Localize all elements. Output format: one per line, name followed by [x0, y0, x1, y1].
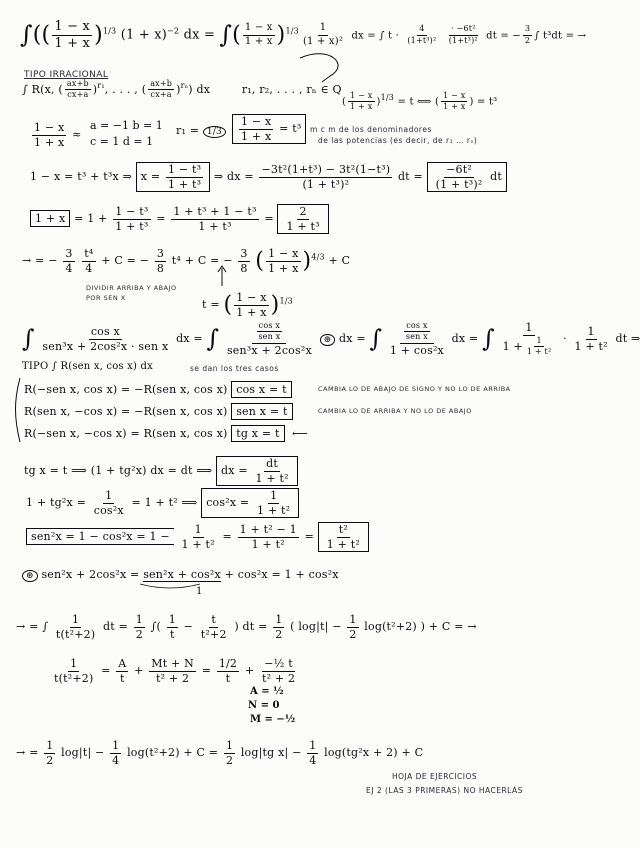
- tg1-num: dt: [266, 457, 279, 470]
- pf-t: t: [120, 671, 125, 685]
- mcm-note-2: de las potencias (es decir, de r₁ … rₙ): [318, 136, 478, 145]
- step1-dx-num: −3t²(1+t³) − 3t²(1−t³): [261, 163, 391, 176]
- gen-n1: ax+b: [65, 80, 91, 90]
- sub-den2: 1 + x: [443, 102, 466, 112]
- tg2-bd: 1 + t²: [257, 503, 291, 517]
- coef-den: 1 + x: [34, 135, 65, 149]
- step3-f4n: 3: [240, 247, 248, 260]
- l1-exp2: −2: [167, 26, 180, 36]
- star-line-under: 1: [196, 586, 203, 597]
- step3-f4d: 8: [240, 261, 248, 275]
- sub-eq: = t ⟺: [397, 96, 435, 108]
- l1-rhs4: dt = −: [486, 30, 521, 42]
- fi-dt: dt =: [103, 620, 129, 634]
- brace-cases: [16, 378, 21, 442]
- gen-rn: rₙ: [180, 81, 189, 91]
- tg3-n3: t²: [338, 523, 348, 536]
- step3-mid: + C = −: [101, 254, 150, 268]
- trig-i1-num: cos x: [90, 325, 120, 339]
- coef-c-d: c = 1 d = 1: [90, 135, 154, 148]
- step3-mid2: t⁴ + C = −: [171, 254, 233, 268]
- pf-t2: t² + 2: [156, 671, 190, 685]
- gen-cond: r₁, r₂, . . . , rₙ ∈ Q: [241, 82, 342, 96]
- case-3-sub: tg x = t: [231, 425, 284, 442]
- case-2: [24, 403, 293, 420]
- l1-mid: (1 + x): [120, 27, 168, 43]
- fi-start: → = ∫: [16, 620, 49, 634]
- trig-i5-num: 1: [587, 325, 595, 339]
- star-line-brace: sen²x + cos²x: [143, 568, 221, 581]
- trig-i4-num: 1: [525, 321, 533, 334]
- val-n: N = 0: [248, 700, 280, 711]
- step2-n3: 2: [299, 205, 307, 218]
- sub-tail: = t³: [476, 96, 498, 108]
- trig-i2-den-top: sen³x + 2cos²x: [226, 343, 312, 357]
- step1-x-eq: x =: [140, 170, 161, 184]
- step2-eq2: =: [156, 212, 166, 226]
- tg3-lhs: sen²x = 1 − cos²x = 1 −: [26, 528, 174, 545]
- step3-f3d: 8: [156, 261, 165, 275]
- step1-dt: dt =: [397, 170, 423, 184]
- trig-i2-num-top: cos x: [257, 322, 282, 332]
- final-h2n: 1: [225, 739, 234, 752]
- tg1-lhs: tg x = t ⟹ (1 + tg²x) dx = dt ⟹: [24, 464, 213, 478]
- sub-num: 1 − x: [348, 92, 374, 102]
- coef-boxed-sub: [232, 114, 306, 144]
- step3-f2d: 4: [85, 261, 93, 275]
- tipo-irracional-label: TIPO IRRACIONAL: [24, 70, 109, 80]
- frac-int-line: [16, 614, 477, 640]
- pf-r-n: 1/2: [218, 657, 238, 670]
- l1-dx: dx =: [183, 27, 216, 43]
- pf-s-n: −½ t: [264, 657, 293, 670]
- tg3-line: [26, 522, 369, 552]
- val-m: M = −½: [250, 714, 296, 725]
- fi-minus: −: [183, 620, 194, 634]
- gen-r1: r₁: [97, 81, 105, 91]
- trig-i3-num-bot: sen x: [405, 332, 428, 342]
- footer-hoja: HOJA DE EJERCICIOS: [392, 772, 478, 781]
- pf-plus: +: [134, 664, 144, 678]
- trig-i4-den-d: 1 + t²: [526, 346, 552, 356]
- step3-pexp: 4/3: [311, 252, 325, 262]
- pf-d: t(t²+2): [54, 671, 94, 685]
- final-h1d: 2: [46, 753, 54, 767]
- l1-rhs1-den: 1 + x: [244, 35, 273, 47]
- star-line-rest: + cos²x = 1 + cos²x: [224, 568, 339, 581]
- general-form-line: ∫ R(x, ( $\frac{ax+b}{cx+a}$ )$^{r_1}$, . . . , ( $\frac{ax+b}{cx+a}$ )$^{r_n}$) dx r₁, r₂, . . . , rₙ ∈ Q: [22, 79, 342, 100]
- fi-a-d: t: [170, 627, 175, 641]
- step3-end: + C: [328, 254, 351, 268]
- tg2-box: cos²x =: [206, 496, 250, 510]
- l1-rhs3-num: · −6t²: [449, 25, 478, 35]
- tg3-d3: 1 + t²: [326, 537, 360, 551]
- case-1-note: CAMBIA LO DE ABAJO DE SIGNO Y NO LO DE ARRIBA: [318, 385, 511, 393]
- step3-start: → = −: [22, 254, 58, 268]
- step3-pd: 1 + x: [268, 261, 299, 275]
- gen-n2: ax+b: [148, 80, 174, 90]
- tg3-eq2: =: [304, 530, 314, 544]
- l1-exp1: 1/3: [102, 26, 117, 36]
- case-2-note: CAMBIA LO DE ARRIBA Y NO LO DE ABAJO: [318, 407, 472, 415]
- tg1-line: [24, 456, 298, 486]
- l1-rhs4-num: 3: [523, 25, 532, 35]
- tg2-bn: 1: [270, 489, 278, 502]
- tg2-mid: = 1 + t² ⟹: [131, 496, 198, 510]
- tg2-lhs: 1 + tg²x =: [26, 496, 86, 510]
- case-3-arrow: ⟵: [288, 427, 308, 440]
- fi-half-d: 2: [135, 627, 143, 641]
- fi-log2: log(t²+2) ) + C = →: [364, 620, 477, 634]
- tg3-n1: 1: [194, 523, 202, 536]
- pf-plus2: +: [244, 664, 255, 678]
- final-log1: log|t| −: [61, 746, 105, 760]
- tg2-d: cos²x: [93, 503, 124, 517]
- tg1-den: 1 + t²: [255, 471, 289, 485]
- por-senx-note: POR SEN X: [86, 294, 126, 302]
- tdef-lhs: t =: [202, 298, 220, 312]
- coef-box-eq: = t³: [279, 122, 302, 136]
- step3-f1d: 4: [65, 261, 73, 275]
- final-q1n: 1: [112, 739, 120, 752]
- coef-fraction: [30, 122, 82, 148]
- tg2-line: [26, 488, 299, 518]
- tres-casos-note: se dan los tres casos: [190, 364, 279, 373]
- pf-n: 1: [70, 657, 78, 670]
- final-start: → =: [16, 746, 39, 760]
- integral-line-1: ∫(( $\frac{1 - x}{1 + x}$ )$^{1/3}$ $(1 + x)^{-2}$ dx = ∫( $\frac{1 - x}{1 + x}$ )$^{1/3}$ $\frac{1}{\text{(1 + x)²}}$ dx = ∫ t · $\frac{4}{\text{(1+t³)²}}$ $\frac{\text{· −6t²}}{\text{(1+t³)²}}$ dt = − $\frac{3}{2}$ ∫ t³dt = →: [20, 19, 587, 51]
- fi-log: ( log|t| −: [290, 620, 342, 634]
- case-1: [24, 381, 292, 398]
- tdef-den: 1 + x: [236, 305, 267, 319]
- trig-i4-den-n: 1: [534, 337, 543, 347]
- l1-rhs1-num: 1 − x: [243, 23, 275, 36]
- step1-lhs: 1 − x = t³ + t³x ⇒: [30, 170, 133, 184]
- step2-n1: 1 − t³: [115, 205, 149, 218]
- fi-h2-d: 2: [275, 627, 283, 641]
- final-q1d: 4: [112, 753, 120, 767]
- l1-rhs4-tail: ∫ t³dt = →: [534, 30, 587, 42]
- l1-rhs1-dx: dx = ∫ t ·: [351, 30, 399, 42]
- partial-fraction-line: [50, 658, 299, 684]
- final-log3: log|tg x| −: [240, 746, 302, 760]
- case-3: [24, 425, 308, 442]
- arrow-curve-top: [300, 54, 338, 82]
- mcm-note: m c m de los denominadores: [310, 125, 432, 134]
- final-q2n: 1: [309, 739, 317, 752]
- coef-num: 1 − x: [34, 121, 65, 134]
- pf-eq: =: [101, 664, 111, 678]
- tg3-eq: =: [222, 530, 232, 544]
- step2-lhs: 1 + x: [30, 210, 70, 227]
- fi-close: ) dt =: [234, 620, 268, 634]
- trig-integral-line: ∫ $\frac{\text{cos x}}{\text{sen³x + 2cos²x · sen x}}$ dx = ∫ $\frac{\frac{\text{cos x}}{\text{sen x}}}{\text{sen³x + 2cos²x}}$ ⊛ dx = ∫ $\frac{\frac{\text{cos x}}{\text{sen x}}}{\text{1 + cos²x}}$ dx = ∫ 1 1 + $\frac{1}{\text{1 + t²}}$ · $\frac{1}{\text{1 + t²}}$ dt ⇒: [22, 321, 640, 357]
- pf-s-d: t² + 2: [261, 671, 296, 685]
- coef-r1-val: 1/3: [203, 126, 226, 138]
- trig-i1-den: sen³x + 2cos²x · sen x: [42, 339, 169, 353]
- val-a: A = ½: [250, 686, 284, 697]
- step2-d3: 1 + t³: [286, 219, 320, 233]
- tg3-n2: 1 + t² − 1: [239, 523, 297, 536]
- tg2-n: 1: [105, 489, 113, 502]
- trig-i2-num-bot: sen x: [258, 332, 281, 342]
- step1-res-dt: dt: [490, 170, 503, 184]
- fi-half-n: 1: [135, 613, 143, 626]
- step3-line: → = − $\frac{3}{4}$ $\frac{\text{t⁴}}{4}$ + C = − $\frac{3}{8}$ t⁴ + C = − $\frac{3}{8}$ ( $\frac{1 - x}{1 + x}$ )$^{4/3}$ + C: [22, 247, 351, 275]
- trig-i5-den: 1 + t²: [574, 339, 608, 353]
- case-3-eq: R(−sen x, −cos x) = R(sen x, cos x): [24, 427, 228, 440]
- step1-res-num: −6t²: [446, 163, 472, 176]
- star-line-star: ⊛: [22, 570, 38, 582]
- trig-i3-den: 1 + cos²x: [389, 343, 444, 357]
- gen-mid: ): [92, 82, 98, 96]
- trig-star: ⊛: [320, 334, 336, 346]
- case-2-eq: R(sen x, −cos x) = −R(sen x, cos x): [24, 405, 228, 418]
- l1-rhs1-exp: 1/3: [285, 26, 299, 36]
- tdef-num: 1 − x: [236, 291, 267, 304]
- l1-rhs3-den: (1+t³)²: [448, 35, 478, 45]
- final-q2d: 4: [309, 753, 317, 767]
- tg3-d1: 1 + t²: [181, 537, 215, 551]
- final-result-line: [16, 740, 423, 766]
- coef-r1-label: r₁ =: [176, 124, 200, 137]
- substitution-equivalence: ( $\frac{1 - x}{1 + x}$ )$^{1/3}$ = t ⟺ ( $\frac{1 - x}{1 + x}$ ) = t³: [342, 91, 498, 112]
- fi-b-d: t²+2: [200, 627, 227, 641]
- trig-dx: dx =: [176, 332, 203, 346]
- gen-r: ∫ R(x, (: [22, 82, 63, 96]
- pf-r-d: t: [225, 671, 231, 685]
- step1-res-den: (1 + t³)²: [435, 177, 483, 191]
- trig-dx2: dx =: [339, 332, 366, 346]
- pf-A: A: [118, 657, 127, 670]
- step2-d1: 1 + t³: [115, 219, 149, 233]
- gen-d2: cx+a: [150, 90, 172, 100]
- l1-rhs2-num: 4: [417, 25, 426, 35]
- l1-lhs-num: 1 − x: [54, 19, 91, 34]
- step1-x-num: 1 − t³: [167, 163, 202, 176]
- step2-d2: 1 + t³: [198, 219, 232, 233]
- fi-h2-n: 1: [275, 613, 283, 626]
- fi-h3-n: 1: [349, 613, 357, 626]
- final-h1n: 1: [46, 739, 54, 752]
- step1-line: [30, 162, 507, 192]
- step1-x-den: 1 + t³: [167, 177, 202, 191]
- coef-box-num: 1 − x: [241, 115, 272, 128]
- fi-d: t(t²+2): [55, 627, 96, 641]
- step2-eq3: =: [264, 212, 274, 226]
- brace-under-star: [140, 584, 200, 588]
- trig-i4-den-a: 1 +: [502, 339, 523, 353]
- sub-den: 1 + x: [350, 102, 373, 112]
- dividir-note: DIVIDIR ARRIBA Y ABAJO: [86, 284, 177, 292]
- fi-b-n: t: [211, 613, 217, 626]
- trig-i3-num-top: cos x: [404, 322, 429, 332]
- footer-ej: EJ 2 (LAS 3 PRIMERAS) NO HACERLAS: [366, 786, 523, 795]
- fi-int: ∫(: [150, 620, 162, 634]
- pf-mtn: Mt + N: [151, 657, 194, 670]
- fi-h3-d: 2: [349, 627, 357, 641]
- l1-rhs1-f-num: 1: [318, 23, 329, 36]
- step2-line: [30, 204, 329, 234]
- trig-dt: dt ⇒: [615, 332, 640, 346]
- coef-r1: [176, 124, 226, 137]
- step3-pn: 1 − x: [268, 247, 299, 260]
- t-definition: t = ( $\frac{1 - x}{1 + x}$ )$^{1/3}$: [202, 291, 293, 319]
- tdef-exp: 1/3: [279, 296, 293, 306]
- step2-eq: = 1 +: [74, 212, 108, 226]
- sub-exp: 1/3: [380, 93, 395, 103]
- final-h2d: 2: [225, 753, 234, 767]
- fi-n: 1: [72, 613, 80, 626]
- step2-n2: 1 + t³ + 1 − t³: [173, 205, 257, 218]
- final-log4: log(tg²x + 2) + C: [324, 746, 424, 760]
- l1-rhs4-den: 2: [524, 35, 531, 45]
- tg3-d2: 1 + t²: [251, 537, 285, 551]
- tipo-trig-label: TIPO ∫ R(sen x, cos x) dx: [22, 361, 153, 372]
- case-1-eq: R(−sen x, cos x) = −R(sen x, cos x): [24, 383, 228, 396]
- l1-rhs2-den: (1+t³)²: [407, 35, 437, 45]
- case-2-sub: sen x = t: [231, 403, 292, 420]
- trig-dx3: dx =: [451, 332, 479, 346]
- l1-rhs1-f-den: (1 + x)²: [302, 35, 344, 47]
- step3-f1n: 3: [65, 247, 73, 260]
- gen-tail: ) dx: [188, 82, 211, 96]
- trig-i4-mult: ·: [563, 332, 567, 346]
- step3-f2n: t⁴: [84, 247, 94, 260]
- star-line-lhs: sen²x + 2cos²x =: [41, 568, 140, 581]
- coef-box-den: 1 + x: [241, 129, 272, 143]
- fi-a-n: 1: [168, 613, 176, 626]
- gen-d1: cx+a: [67, 90, 89, 100]
- step3-f3n: 3: [156, 247, 165, 260]
- sub-num2: 1 − x: [441, 92, 467, 102]
- tg1-dx: dx =: [221, 464, 248, 478]
- coef-approx: ≈: [72, 128, 82, 142]
- case-1-sub: cos x = t: [231, 381, 292, 398]
- pf-eq2: =: [201, 664, 212, 678]
- l1-lhs-den: 1 + x: [54, 35, 91, 51]
- step1-dx-den: (1 + t³)²: [302, 177, 350, 191]
- final-log2: log(t²+2) + C =: [127, 746, 219, 760]
- gen-dots: , . . . , (: [104, 82, 147, 96]
- step1-dx-eq: ⇒ dx =: [213, 170, 254, 184]
- coef-a-b: a = −1 b = 1: [90, 119, 163, 132]
- star-line: [22, 568, 339, 581]
